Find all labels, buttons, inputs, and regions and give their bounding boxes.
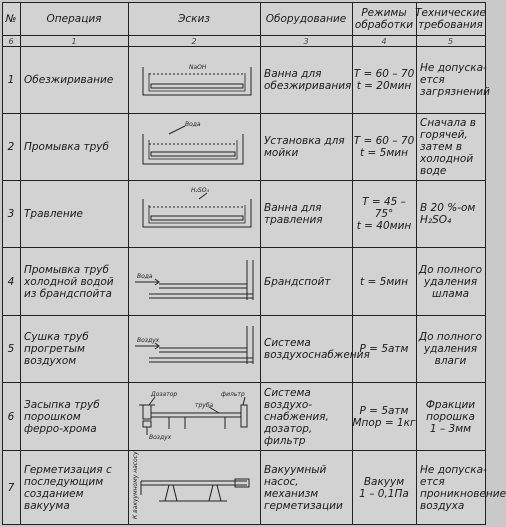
sketch-label: Вода bbox=[185, 121, 201, 128]
process-table bbox=[2, 2, 506, 525]
requirements-cell: До полного удаления шлама bbox=[418, 263, 483, 300]
equipment-cell: Система воздухо- снабжения, дозатор, фильтр bbox=[264, 386, 329, 447]
requirements-cell: Сначала в горячей, затем в холодной воде bbox=[420, 117, 476, 177]
operation-cell: Травление bbox=[24, 208, 84, 220]
operation-cell: Герметизация с последующим созданием вакуума bbox=[24, 463, 112, 512]
sketch-label: Вода bbox=[137, 273, 153, 280]
column-number: 3 bbox=[303, 37, 309, 46]
operation-cell: Обезжиривание bbox=[24, 74, 114, 86]
requirements-cell: Не допуска- ется проникновение воздуха bbox=[420, 463, 506, 512]
header-modes: Режимы обработки bbox=[354, 7, 414, 31]
modes-cell: t = 5мин bbox=[360, 275, 408, 288]
washing-bath-sketch bbox=[129, 114, 259, 180]
table-border-top bbox=[2, 2, 486, 3]
table-border-bottom bbox=[2, 524, 486, 525]
sketch-label: Дозатор bbox=[151, 391, 178, 398]
powder-filling-sketch bbox=[129, 383, 259, 450]
row-number: 5 bbox=[7, 343, 15, 355]
requirements-cell: До полного удаления влаги bbox=[418, 331, 483, 367]
sketch-label: Воздух bbox=[137, 337, 160, 344]
sketch-label: NaOH bbox=[189, 64, 207, 71]
requirements-cell: В 20 %-ом H₂SO₄ bbox=[420, 202, 476, 226]
column-number: 6 bbox=[8, 37, 14, 46]
equipment-cell: Система воздухоснабжения bbox=[264, 337, 370, 361]
column-number: 2 bbox=[191, 37, 197, 46]
header-operation: Операция bbox=[46, 13, 102, 25]
row-number: 3 bbox=[7, 208, 15, 220]
sketch-label: Воздух bbox=[149, 434, 172, 441]
column-number: 4 bbox=[381, 37, 387, 46]
sketch-label: труба bbox=[195, 402, 214, 409]
equipment-cell: Установка для мойки bbox=[264, 135, 345, 159]
row-number: 4 bbox=[7, 275, 15, 288]
air-drying-sketch bbox=[129, 316, 259, 382]
requirements-cell: Не допуска- ется загрязнений bbox=[420, 62, 490, 98]
column-number: 5 bbox=[447, 37, 454, 46]
header-sketch: Эскиз bbox=[178, 13, 210, 25]
operation-cell: Промывка труб bbox=[24, 141, 109, 153]
operation-cell: Промывка труб холодной водой из брандспойта bbox=[24, 263, 114, 300]
modes-cell: P = 5атм Мпор = 1кг bbox=[352, 404, 416, 429]
row-number: 7 bbox=[7, 481, 15, 494]
header-equipment: Оборудование bbox=[265, 13, 347, 25]
equipment-cell: Вакуумный насос, механизм герметизации bbox=[264, 463, 343, 512]
modes-cell: T = 60 – 70 t = 5мин bbox=[353, 135, 415, 159]
row-number: 1 bbox=[7, 74, 15, 86]
requirements-cell: Фракции порошка 1 – 3мм bbox=[425, 398, 476, 435]
sketch-label: фильтр bbox=[221, 391, 245, 398]
operation-cell: Сушка труб прогретым воздухом bbox=[24, 331, 89, 367]
header-requirements: Технические требования bbox=[415, 7, 486, 31]
modes-cell: T = 60 – 70 t = 20мин bbox=[353, 68, 415, 92]
equipment-cell: Ванна для обезжиривания bbox=[264, 68, 352, 92]
etching-bath-sketch bbox=[129, 181, 259, 247]
operation-cell: Засыпка труб порошком ферро-хрома bbox=[24, 398, 100, 435]
col-divider bbox=[260, 2, 261, 525]
header-no: № bbox=[5, 13, 17, 25]
modes-cell: P = 5атм bbox=[359, 343, 409, 355]
sketch-label: H₂SO₄ bbox=[191, 187, 209, 194]
col-divider bbox=[20, 2, 21, 525]
vacuum-sealing-sketch bbox=[129, 451, 259, 524]
modes-cell: T = 45 – 75° t = 40мин bbox=[356, 196, 412, 232]
equipment-cell: Брандспойт bbox=[264, 275, 331, 288]
degreasing-bath-sketch bbox=[129, 47, 259, 113]
sketch-label: К вакуумному насосу bbox=[132, 451, 139, 519]
modes-cell: Вакуум 1 – 0,1Па bbox=[359, 475, 409, 500]
equipment-cell: Ванна для травления bbox=[264, 202, 323, 226]
row-number: 2 bbox=[7, 141, 15, 153]
hose-rinse-sketch bbox=[129, 248, 259, 315]
row-number: 6 bbox=[7, 410, 15, 423]
column-number: 1 bbox=[71, 37, 77, 46]
